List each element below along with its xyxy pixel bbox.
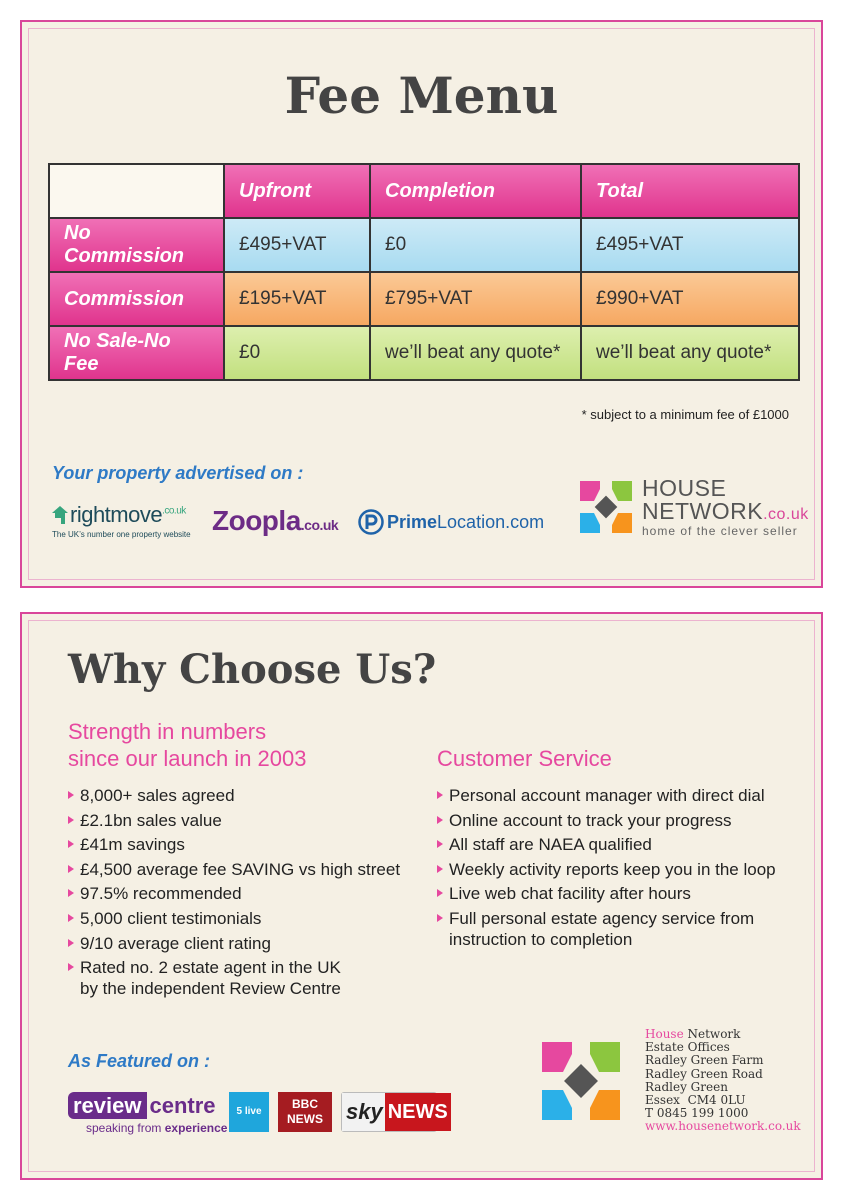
list-item: All staff are NAEA qualified (437, 834, 807, 855)
house-network-logo (576, 477, 809, 537)
bbc-news-logo (278, 1092, 332, 1132)
brand-line1: HOUSE (642, 475, 727, 501)
list-item: 9/10 average client rating (68, 933, 418, 954)
house-network-emblem-icon (536, 1036, 626, 1126)
primelocation-icon (358, 509, 384, 535)
list-item: £2.1bn sales value (68, 810, 418, 831)
bbc-5-live-logo: 5 live (229, 1092, 269, 1132)
strength-heading (68, 718, 307, 772)
table-cell: £990+VAT (581, 272, 799, 326)
strength-heading-line2: since our launch in 2003 (68, 746, 307, 771)
table-cell: £495+VAT (581, 218, 799, 272)
list-item-line1: Rated no. 2 estate agent in the UK (80, 958, 341, 978)
advertised-heading: Your property advertised on : (52, 463, 304, 483)
primelocation-logo (358, 509, 544, 535)
list-item: 5,000 client testimonials (68, 908, 418, 929)
review-centre-part-b: centre (149, 1093, 216, 1118)
fee-footnote: * subject to a minimum fee of £1000 (581, 407, 789, 422)
zoopla-logo (212, 505, 338, 537)
row-header: Commission (49, 272, 224, 326)
review-centre-part-a: review (68, 1092, 147, 1119)
table-cell: £0 (224, 326, 370, 380)
column-header: Upfront (224, 164, 370, 218)
sky-news-part-a: sky (342, 1093, 385, 1131)
rightmove-name: rightmove (70, 502, 163, 527)
fee-menu-card (20, 20, 823, 588)
sky-news-part-b: NEWS (385, 1093, 451, 1131)
primelocation-suffix: .com (505, 511, 545, 532)
brand-suffix: .co.uk (763, 506, 809, 523)
strength-heading-line1: Strength in numbers (68, 719, 267, 744)
fee-menu-title: Fee Menu (284, 66, 559, 125)
table-corner (49, 164, 224, 218)
list-item: £4,500 average fee SAVING vs high street (68, 859, 418, 880)
table-cell: we’ll beat any quote* (581, 326, 799, 380)
bbc-news-line1: BBC (292, 1097, 318, 1111)
rightmove-logo (52, 502, 191, 539)
sky-news-logo (341, 1092, 448, 1132)
row-header: No Commission (49, 218, 224, 272)
table-row (49, 272, 799, 326)
rightmove-tagline: The UK’s number one property website (52, 530, 191, 539)
fee-table (48, 163, 800, 381)
zoopla-name: Zoopla (212, 505, 301, 536)
address-line: Radley Green Farm (645, 1053, 764, 1068)
rightmove-suffix: .co.uk (162, 505, 186, 517)
table-cell: £795+VAT (370, 272, 581, 326)
list-item: Online account to track your progress (437, 810, 807, 831)
table-cell: we’ll beat any quote* (370, 326, 581, 380)
review-centre-logo (68, 1092, 227, 1135)
service-heading: Customer Service (437, 746, 612, 771)
list-item: Live web chat facility after hours (437, 883, 807, 904)
list-item: Personal account manager with direct dial (437, 785, 807, 806)
service-list (437, 785, 807, 950)
review-centre-tag-b: experience (164, 1121, 228, 1135)
column-header: Total (581, 164, 799, 218)
address-name-a: House (645, 1027, 684, 1041)
address-name-b: Network (683, 1027, 741, 1041)
table-cell: £495+VAT (224, 218, 370, 272)
table-row (49, 326, 799, 380)
zoopla-suffix: .co.uk (300, 517, 339, 533)
row-header: No Sale-No Fee (49, 326, 224, 380)
address-line: Essex CM4 0LU (645, 1093, 746, 1108)
list-item: 8,000+ sales agreed (68, 785, 418, 806)
rightmove-house-icon (52, 506, 68, 524)
brand-line2: NETWORK (642, 498, 764, 524)
strength-list (68, 785, 418, 999)
website-link[interactable]: www.housenetwork.co.uk (645, 1119, 801, 1134)
why-choose-us-card (20, 612, 823, 1180)
featured-heading: As Featured on : (68, 1051, 211, 1071)
address-line: Radley Green Road (645, 1066, 763, 1081)
list-item-line2: by the independent Review Centre (80, 979, 341, 999)
address-line: Estate Offices (645, 1040, 730, 1055)
table-cell: £0 (370, 218, 581, 272)
table-cell: £195+VAT (224, 272, 370, 326)
list-item: £41m savings (68, 834, 418, 855)
list-item-line2: instruction to completion (449, 929, 633, 949)
why-choose-us-title: Why Choose Us? (68, 646, 437, 693)
brand-tagline: home of the clever seller (642, 524, 798, 538)
list-item (68, 957, 418, 999)
primelocation-name-b: Location (437, 511, 506, 532)
column-header: Completion (370, 164, 581, 218)
bbc-news-line2: NEWS (287, 1112, 323, 1126)
review-centre-tag-a: speaking from (86, 1121, 162, 1135)
office-address (645, 1028, 801, 1134)
list-item: Weekly activity reports keep you in the loop (437, 859, 807, 880)
house-network-emblem-icon (576, 477, 636, 537)
primelocation-name-a: Prime (387, 511, 438, 532)
list-item (437, 908, 807, 950)
list-item: 97.5% recommended (68, 883, 418, 904)
list-item-line1: Full personal estate agency service from (449, 908, 755, 928)
address-phone: T 0845 199 1000 (645, 1106, 749, 1121)
address-line: Radley Green (645, 1079, 728, 1094)
table-row (49, 218, 799, 272)
